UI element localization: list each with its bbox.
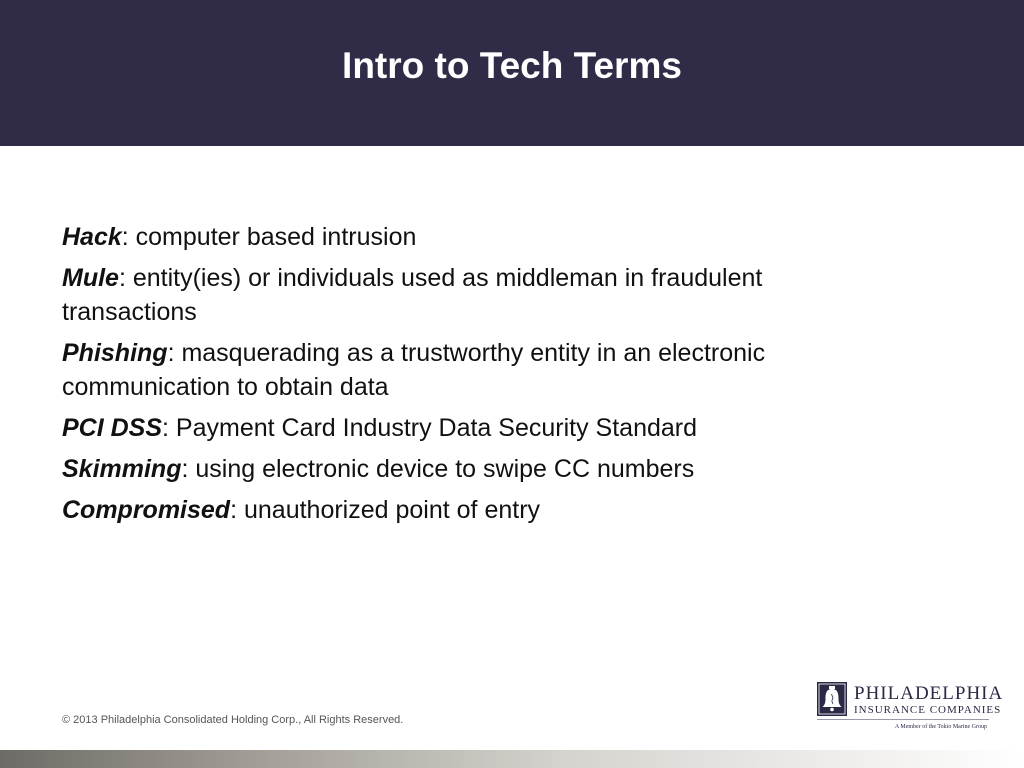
title-bar bbox=[0, 0, 1024, 146]
term-name: Phishing bbox=[62, 339, 168, 367]
term-item-pci-dss bbox=[62, 411, 882, 445]
term-name: PCI DSS bbox=[62, 414, 163, 442]
bottom-gradient-bar bbox=[0, 750, 1024, 768]
term-item-phishing bbox=[62, 336, 882, 404]
term-definition: : entity(ies) or individuals used as middleman in fraudulent transactions bbox=[62, 264, 763, 326]
term-name: Compromised bbox=[62, 496, 231, 524]
term-definition: : computer based intrusion bbox=[121, 223, 417, 251]
slide-title: Intro to Tech Terms bbox=[342, 45, 682, 86]
copyright-notice: © 2013 Philadelphia Consolidated Holding Corp., All Rights Reserved. bbox=[62, 714, 404, 726]
term-name: Hack bbox=[62, 223, 122, 251]
logo-divider bbox=[817, 719, 989, 720]
term-definition: : masquerading as a trustworthy entity in an electronic communication to obtain data bbox=[62, 339, 766, 401]
term-definition: : using electronic device to swipe CC numbers bbox=[181, 455, 695, 483]
logo-subtitle: INSURANCE COMPANIES bbox=[854, 704, 1002, 716]
term-item-skimming bbox=[62, 452, 882, 486]
term-item-mule bbox=[62, 261, 882, 329]
term-name: Mule bbox=[62, 264, 119, 292]
term-definition: : Payment Card Industry Data Security Standard bbox=[162, 414, 698, 442]
company-logo bbox=[817, 682, 1004, 734]
term-definition: : unauthorized point of entry bbox=[230, 496, 541, 524]
term-name: Skimming bbox=[62, 455, 182, 483]
terms-list bbox=[62, 220, 882, 534]
liberty-bell-icon bbox=[817, 682, 847, 716]
term-item-compromised bbox=[62, 493, 882, 527]
logo-tagline: A Member of the Tokio Marine Group bbox=[894, 724, 987, 730]
term-item-hack bbox=[62, 220, 882, 254]
logo-name: PHILADELPHIA bbox=[854, 683, 1004, 704]
